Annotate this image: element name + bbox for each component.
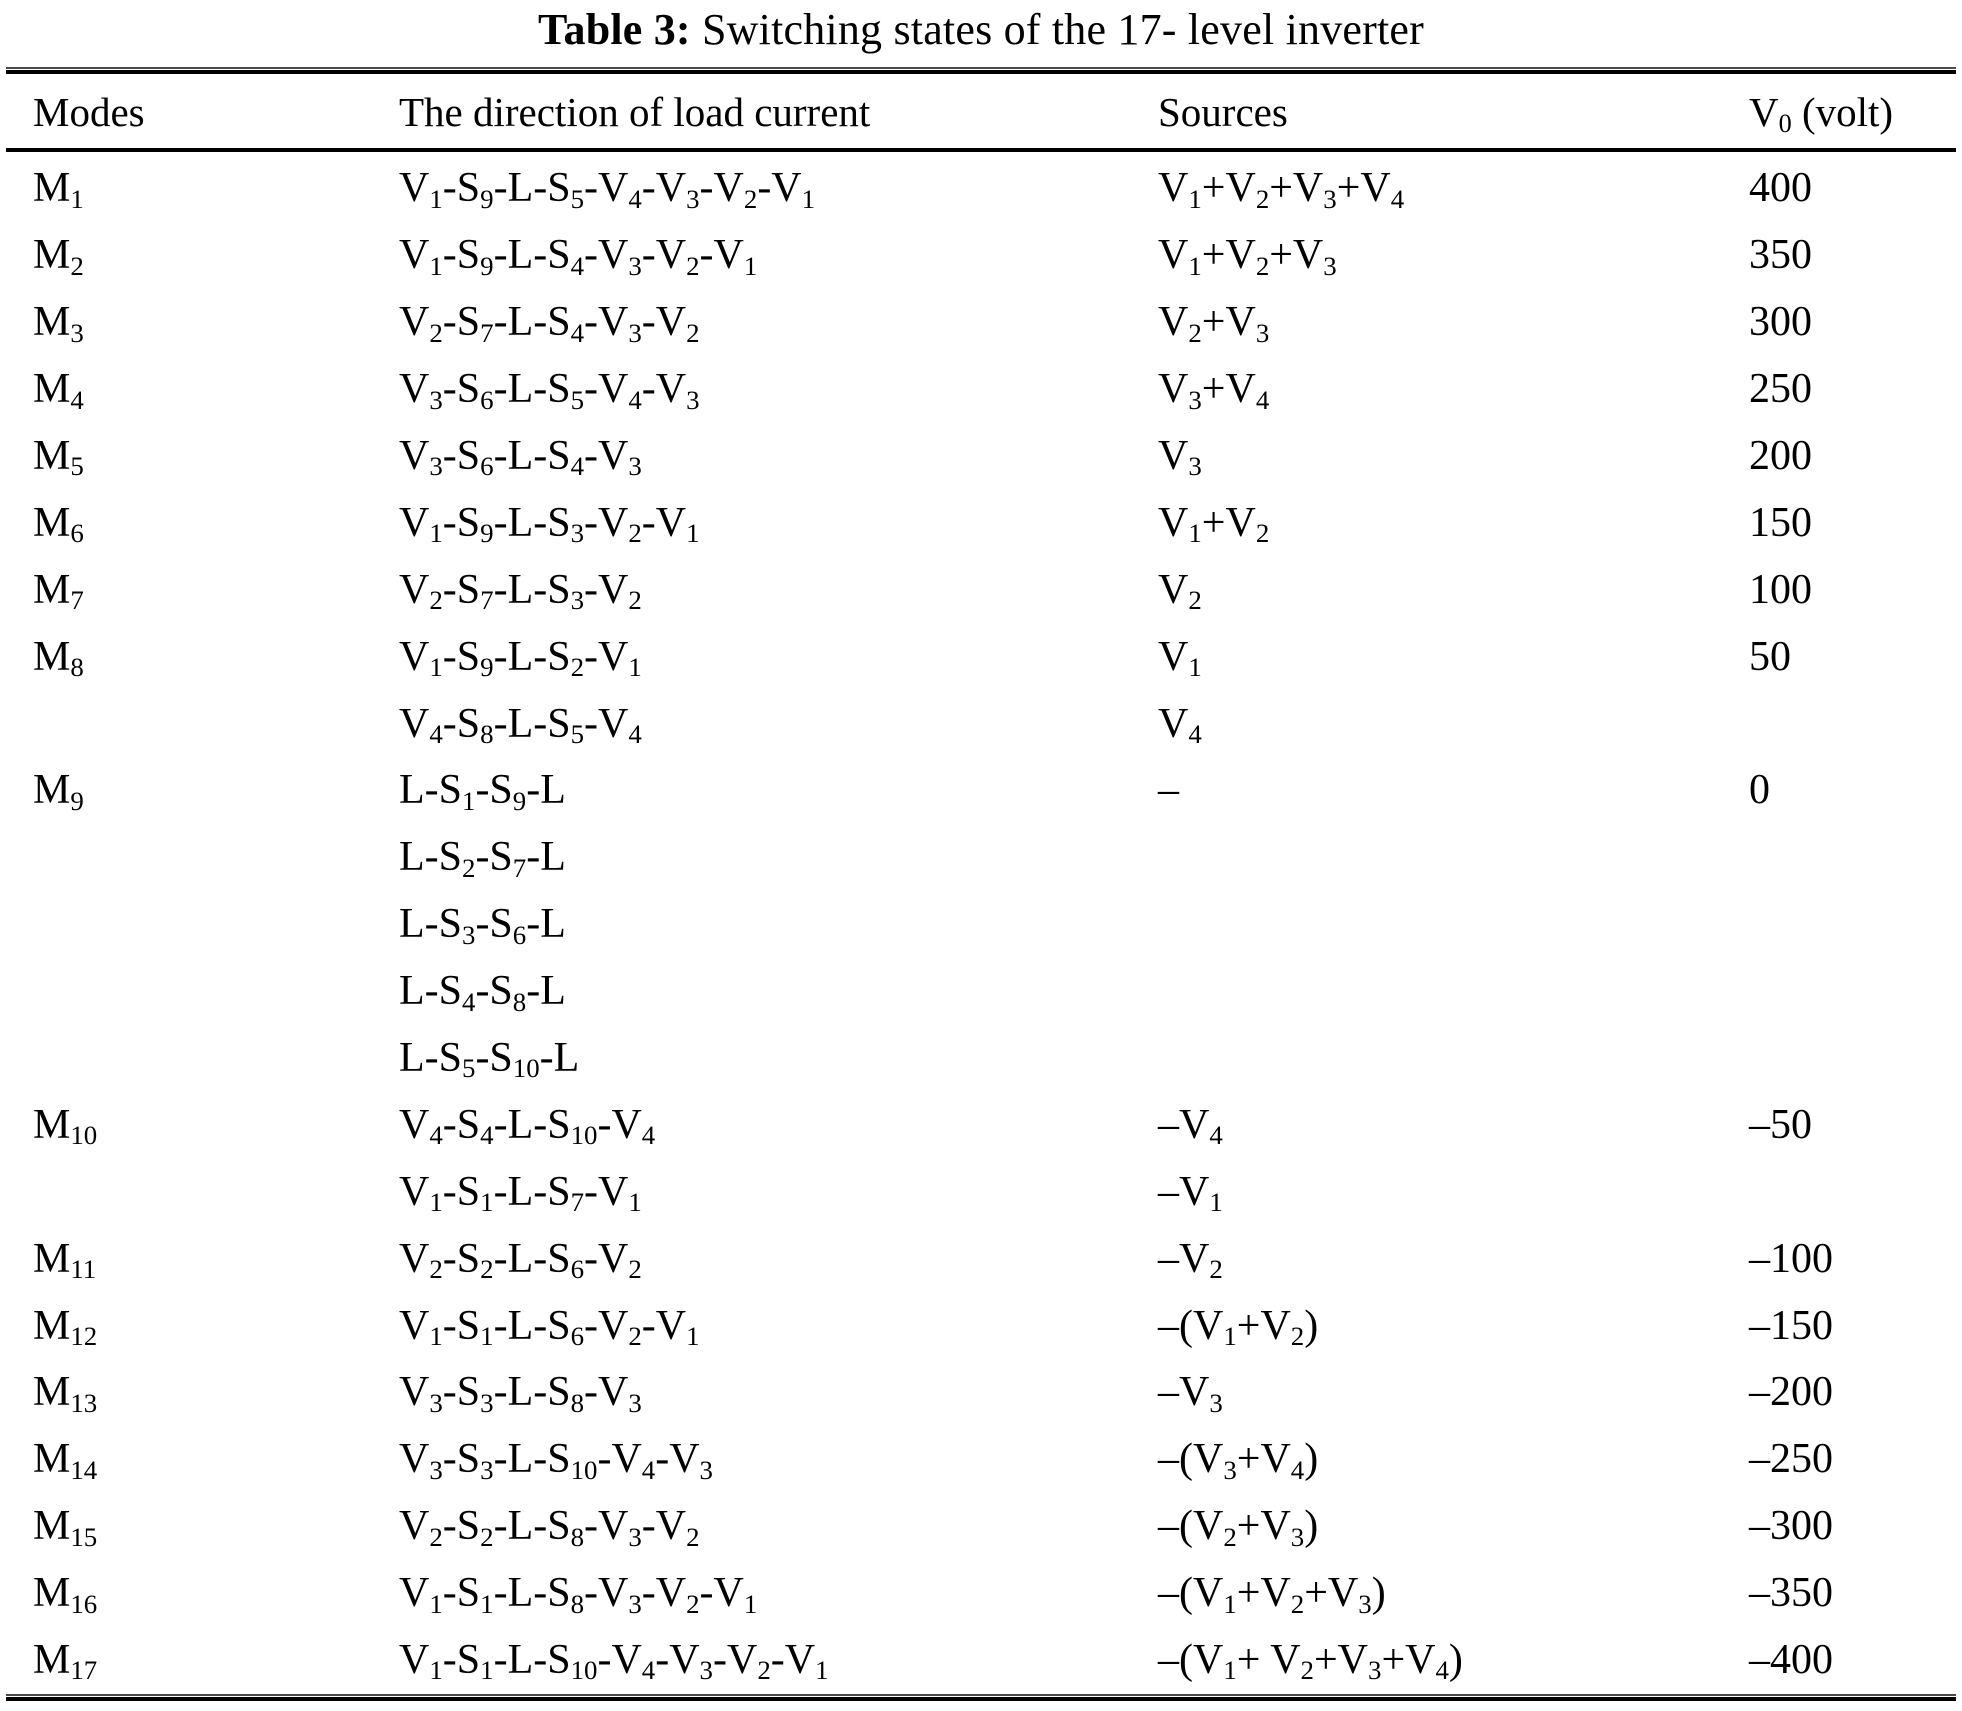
table-row — [0, 222, 1962, 289]
mode-cell: $M_9$ — [33, 767, 84, 816]
table-row — [0, 1359, 1962, 1426]
direction-cell: $V_2-S_2-L-S_8-V_3-V_2$ — [399, 1503, 700, 1552]
v0-cell: 350 — [1749, 232, 1812, 279]
v0-cell: –50 — [1749, 1101, 1812, 1148]
v0-cell: 200 — [1749, 433, 1812, 479]
table-row — [0, 423, 1962, 490]
table-row — [0, 958, 1962, 1025]
sources-cell: $V_3$ — [1158, 433, 1202, 482]
v0-cell: 50 — [1749, 633, 1791, 680]
sources-cell: $-(V_1+V_2)$ — [1158, 1302, 1319, 1352]
sources-cell: $-(V_2+V_3)$ — [1158, 1503, 1319, 1552]
direction-cell: $V_2-S_2-L-S_6-V_2$ — [399, 1235, 642, 1285]
direction-cell: $V_3-S_3-L-S_8-V_3$ — [399, 1369, 642, 1418]
direction-cell: $V_2-S_7-L-S_3-V_2$ — [399, 566, 642, 616]
direction-cell: $V_1-S_1-L-S_{10}-V_4-V_3-V_2-V_1$ — [399, 1637, 829, 1686]
mode-cell: $M_4$ — [33, 366, 84, 415]
direction-cell: $V_4-S_8-L-S_5-V_4$ — [399, 700, 642, 749]
col-header-sources: Sources — [1158, 89, 1288, 135]
mode-cell: $M_{17}$ — [33, 1637, 98, 1686]
mode-cell: $M_8$ — [33, 633, 84, 683]
direction-cell: $L-S_2-S_7-L$ — [399, 834, 566, 883]
table-bottom-rule — [6, 1694, 1956, 1701]
header-separator-rule — [6, 148, 1956, 152]
table-title-label: Table 3: — [538, 5, 691, 54]
mode-cell: $M_{15}$ — [33, 1503, 98, 1552]
direction-cell: $V_2-S_7-L-S_4-V_3-V_2$ — [399, 299, 700, 348]
direction-cell: $L-S_4-S_8-L$ — [399, 968, 566, 1017]
sources-cell: $V_1$ — [1158, 633, 1202, 683]
mode-cell: $M_6$ — [33, 499, 84, 549]
mode-cell: $M_2$ — [33, 232, 84, 281]
direction-cell: $L-S_3-S_6-L$ — [399, 901, 566, 950]
mode-cell: $M_5$ — [33, 433, 84, 482]
direction-cell: $V_3-S_3-L-S_{10}-V_4-V_3$ — [399, 1436, 713, 1485]
v0-cell: 400 — [1749, 165, 1812, 212]
table-row — [0, 1091, 1962, 1158]
sources-cell: $V_4$ — [1158, 700, 1202, 749]
sources-cell: $V_1+V_2+V_3+V_4$ — [1158, 165, 1405, 214]
v0-cell: 100 — [1749, 566, 1812, 613]
v0-cell: 150 — [1749, 499, 1812, 546]
sources-cell: $-V_4$ — [1158, 1101, 1223, 1151]
sources-cell: – — [1158, 767, 1179, 814]
table-title — [0, 4, 1962, 55]
table-row — [0, 356, 1962, 423]
direction-cell: $V_3-S_6-L-S_4-V_3$ — [399, 433, 642, 482]
direction-cell: $V_4-S_4-L-S_{10}-V_4$ — [399, 1101, 656, 1151]
direction-cell: $V_1-S_1-L-S_7-V_1$ — [399, 1168, 642, 1218]
table-row — [0, 1627, 1962, 1694]
direction-cell: $L-S_1-S_9-L$ — [399, 767, 566, 816]
direction-cell: $V_1-S_9-L-S_5-V_4-V_3-V_2-V_1$ — [399, 165, 816, 214]
table-row — [0, 1560, 1962, 1627]
table-row — [0, 623, 1962, 690]
mode-cell: $M_{14}$ — [33, 1436, 98, 1485]
direction-cell: $L-S_5-S_{10}-L$ — [399, 1035, 580, 1084]
sources-cell: $V_2+V_3$ — [1158, 299, 1270, 348]
mode-cell: $M_{16}$ — [33, 1570, 98, 1619]
sources-cell: $-V_3$ — [1158, 1369, 1223, 1418]
mode-cell: $M_{12}$ — [33, 1302, 98, 1352]
mode-cell: $M_3$ — [33, 299, 84, 348]
table-header-row — [0, 86, 1962, 138]
sources-cell: $-V_2$ — [1158, 1235, 1223, 1285]
v0-cell: 250 — [1749, 366, 1812, 413]
table-row — [0, 1292, 1962, 1359]
sources-cell: $V_2$ — [1158, 566, 1202, 616]
table-top-rule — [6, 67, 1956, 74]
table-row — [0, 489, 1962, 556]
col-header-modes: Modes — [33, 89, 145, 135]
table-row — [0, 891, 1962, 958]
sources-cell: $V_3+V_4$ — [1158, 366, 1270, 415]
table-title-text: Switching states of the 17- level inverter — [690, 5, 1424, 54]
table-row — [0, 1158, 1962, 1225]
table-row — [0, 690, 1962, 757]
direction-cell: $V_1-S_1-L-S_6-V_2-V_1$ — [399, 1302, 700, 1352]
table-row — [0, 1225, 1962, 1292]
table-row — [0, 155, 1962, 222]
v0-cell: 300 — [1749, 299, 1812, 346]
sources-cell: $-(V_1+ V_2+V_3+V_4)$ — [1158, 1637, 1463, 1686]
table-row — [0, 1493, 1962, 1560]
table-row — [0, 289, 1962, 356]
v0-cell: –100 — [1749, 1235, 1833, 1282]
direction-cell: $V_1-S_9-L-S_3-V_2-V_1$ — [399, 499, 700, 549]
direction-cell: $V_1-S_1-L-S_8-V_3-V_2-V_1$ — [399, 1570, 758, 1619]
col-header-direction: The direction of load current — [399, 89, 871, 135]
v0-cell: –250 — [1749, 1436, 1833, 1483]
mode-cell: $M_{10}$ — [33, 1101, 98, 1151]
table-row — [0, 757, 1962, 824]
direction-cell: $V_1-S_9-L-S_2-V_1$ — [399, 633, 642, 683]
sources-cell: $V_1+V_2+V_3$ — [1158, 232, 1337, 281]
table-body — [0, 155, 1962, 1693]
mode-cell: $M_{13}$ — [33, 1369, 98, 1418]
table-row — [0, 1025, 1962, 1092]
sources-cell: $-V_1$ — [1158, 1168, 1223, 1218]
v0-cell: –300 — [1749, 1503, 1833, 1550]
v0-cell: –400 — [1749, 1637, 1833, 1684]
v0-cell: –150 — [1749, 1302, 1833, 1349]
sources-cell: $V_1+V_2$ — [1158, 499, 1270, 549]
col-header-v0: $V_0$ (volt) — [1749, 89, 1894, 139]
sources-cell: $-(V_1+V_2+V_3)$ — [1158, 1570, 1386, 1619]
direction-cell: $V_3-S_6-L-S_5-V_4-V_3$ — [399, 366, 700, 415]
v0-cell: –350 — [1749, 1570, 1833, 1617]
v0-cell: 0 — [1749, 767, 1770, 814]
table-row — [0, 824, 1962, 891]
mode-cell: $M_7$ — [33, 566, 84, 616]
mode-cell: $M_{11}$ — [33, 1235, 97, 1285]
sources-cell: $-(V_3+V_4)$ — [1158, 1436, 1319, 1485]
direction-cell: $V_1-S_9-L-S_4-V_3-V_2-V_1$ — [399, 232, 758, 281]
table-row — [0, 1426, 1962, 1493]
table-row — [0, 556, 1962, 623]
mode-cell: $M_1$ — [33, 165, 84, 214]
v0-cell: –200 — [1749, 1369, 1833, 1416]
